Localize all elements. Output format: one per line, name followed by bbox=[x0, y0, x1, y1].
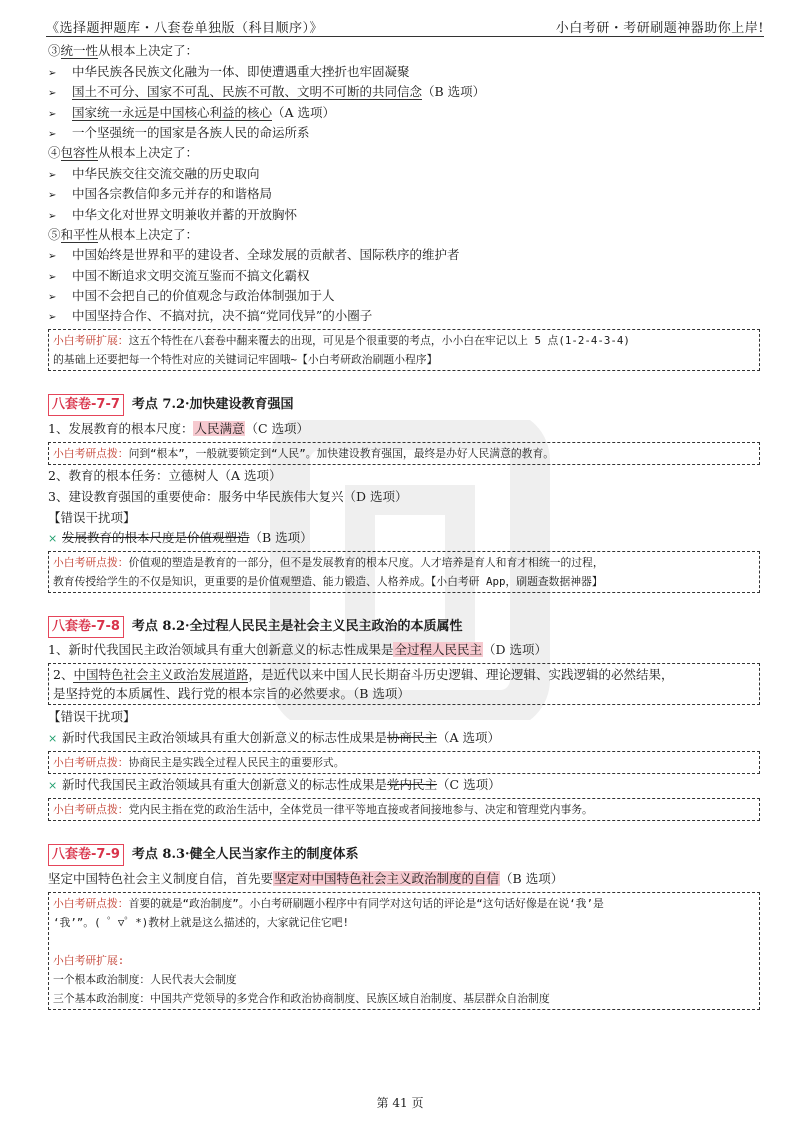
point-line: 1、新时代我国民主政治领域具有重大创新意义的标志性成果是全过程人民民主（D 选项） bbox=[48, 642, 547, 658]
header-left-title: 《选择题押题库・八套卷单独版（科目顺序）》 bbox=[46, 21, 324, 36]
section-heading bbox=[48, 615, 760, 639]
list-item: ➢ 国家统一永远是中国核心利益的核心（A 选项） bbox=[48, 104, 760, 122]
list-item: ➢ 中国始终是世界和平的建设者、全球发展的贡献者、国际秩序的维护者 bbox=[48, 246, 760, 264]
arrow-bullet-icon: ➢ bbox=[48, 169, 57, 181]
hint-note: 小白考研点拨：党内民主指在党的政治生活中，全体党员一律平等地直接或者间接地参与、决定和管理党内事务。 bbox=[48, 798, 760, 821]
wrong-option: × 发展教育的根本尺度是价值观塑造（B 选项） bbox=[48, 529, 760, 547]
content bbox=[48, 40, 760, 1010]
section-title: 考点 8.3·健全人民当家作主的制度体系 bbox=[131, 847, 359, 863]
wrong-options-title: 【错误干扰项】 bbox=[48, 509, 136, 525]
hint-note: 小白考研点拨：协商民主是实践全过程人民民主的重要形式。 bbox=[48, 751, 760, 774]
highlight: 人民满意 bbox=[194, 420, 245, 436]
extension-label: 小白考研扩展: bbox=[53, 953, 125, 967]
key-inclusiveness: 包容性 bbox=[60, 145, 99, 161]
section-heading bbox=[48, 843, 760, 867]
note-label: 小白考研扩展： bbox=[53, 334, 129, 348]
point-line: 1、发展教育的根本尺度：人民满意（C 选项） bbox=[48, 420, 310, 436]
arrow-bullet-icon: ➢ bbox=[48, 271, 57, 283]
note-label: 小白考研点拨： bbox=[53, 446, 129, 460]
note-label: 小白考研点拨： bbox=[53, 755, 129, 769]
highlight: 全过程人民民主 bbox=[394, 642, 482, 658]
arrow-bullet-icon: ➢ bbox=[48, 88, 57, 100]
list-item: ➢ 中国各宗教信仰多元并存的和谐格局 bbox=[48, 185, 760, 203]
arrow-bullet-icon: ➢ bbox=[48, 108, 57, 120]
hint-note: 小白考研点拨：问到“根本”，一般就要锁定到“人民”。加快建设教育强国，最终是办好人民满意的教育。 bbox=[48, 442, 760, 465]
section-title: 考点 8.2·全过程人民民主是社会主义民主政治的本质属性 bbox=[131, 619, 463, 635]
extension-note: 小白考研扩展：这五个特性在八套卷中翻来覆去的出现，可见是个很重要的考点，小小白在牢记以上 5 点(1-2-4-3-4) 的基础上还要把每一个特性对应的关键词记牢固哦~【小白考研政治刷题小程序】 bbox=[48, 329, 760, 371]
arrow-bullet-icon: ➢ bbox=[48, 190, 57, 202]
wrong-options-title: 【错误干扰项】 bbox=[48, 709, 136, 725]
list-item: ➢ 中国坚持合作、不搞对抗，决不搞“党同伐异”的小圈子 bbox=[48, 307, 760, 325]
list-item: ➢ 一个坚强统一的国家是各族人民的命运所系 bbox=[48, 124, 760, 142]
arrow-bullet-icon: ➢ bbox=[48, 292, 57, 304]
list-item: ➢ 中国不会把自己的价值观念与政治体制强加于人 bbox=[48, 287, 760, 305]
section-tag: 八套卷-7-7 bbox=[48, 394, 124, 416]
page-number: 第 41 页 bbox=[376, 1096, 424, 1110]
hint-note: 小白考研点拨：价值观的塑造是教育的一部分，但不是发展教育的根本尺度。人才培养是育人和育才相统一的过程， 教育传授给学生的不仅是知识，更重要的是价值观塑造、能力锻造、人格养成。【小白考研 App，刷题查数据神器】 bbox=[48, 551, 760, 593]
heading-inclusiveness: ④包容性从根本上决定了： bbox=[48, 145, 199, 161]
list-item: ➢ 中华民族各民族文化融为一体、即使遭遇重大挫折也牢固凝聚 bbox=[48, 63, 760, 81]
note-label: 小白考研点拨： bbox=[53, 803, 129, 817]
list-item: ➢ 国土不可分、国家不可乱、民族不可散、文明不可断的共同信念（B 选项） bbox=[48, 83, 760, 101]
key-unity: 统一性 bbox=[60, 43, 99, 59]
heading-peacefulness: ⑤和平性从根本上决定了： bbox=[48, 226, 199, 242]
page-header bbox=[46, 14, 764, 37]
arrow-bullet-icon: ➢ bbox=[48, 67, 57, 79]
note-label: 小白考研点拨： bbox=[53, 556, 129, 570]
list-item: ➢ 中国不断追求文明交流互鉴而不搞文化霸权 bbox=[48, 267, 760, 285]
wrong-option: × 新时代我国民主政治领域具有重大创新意义的标志性成果是协商民主（A 选项） bbox=[48, 729, 760, 747]
header-right-slogan: 小白考研・考研刷题神器助你上岸! bbox=[555, 21, 764, 36]
note-label: 小白考研点拨： bbox=[53, 896, 129, 910]
key-peacefulness: 和平性 bbox=[60, 226, 99, 242]
point-line: 坚定中国特色社会主义制度自信，首先要坚定对中国特色社会主义政治制度的自信（B 选项） bbox=[48, 870, 564, 886]
boxed-point: 2、中国特色社会主义政治发展道路，是近代以来中国人民长期奋斗历史逻辑、理论逻辑、实践逻辑的必然结果， 是坚持党的本质属性、践行党的根本宗旨的必然要求。（B 选项） bbox=[48, 663, 760, 705]
point-line: 3、建设教育强国的重要使命：服务中华民族伟大复兴（D 选项） bbox=[48, 488, 408, 504]
hint-note: 小白考研点拨：首要的就是“政治制度”。小白考研刷题小程序中有同学对这句话的评论是“这句话好像是在说‘我’是 ‘我’”。( ゜▽゜*)教材上就是这么描述的，大家就记住它吧! 小白考研扩展: 一个根本政治制度：人民代表大会制度 三个基本政治制度：中国共产党领导的多党合作和政治协商制度、民族区域自治制度、基层群众自治制度 bbox=[48, 892, 760, 1010]
x-mark-icon: × bbox=[48, 731, 58, 745]
arrow-bullet-icon: ➢ bbox=[48, 128, 57, 140]
arrow-bullet-icon: ➢ bbox=[48, 312, 57, 324]
point-line: 2、教育的根本任务：立德树人（A 选项） bbox=[48, 468, 282, 484]
arrow-bullet-icon: ➢ bbox=[48, 251, 57, 263]
arrow-bullet-icon: ➢ bbox=[48, 210, 57, 222]
section-title: 考点 7.2·加快建设教育强国 bbox=[131, 397, 294, 413]
x-mark-icon: × bbox=[48, 779, 58, 793]
x-mark-icon: × bbox=[48, 532, 58, 546]
section-heading bbox=[48, 393, 760, 417]
wrong-option: × 新时代我国民主政治领域具有重大创新意义的标志性成果是党内民主（C 选项） bbox=[48, 776, 760, 794]
list-item: ➢ 中华民族交往交流交融的历史取向 bbox=[48, 165, 760, 183]
list-item: ➢ 中华文化对世界文明兼收并蓄的开放胸怀 bbox=[48, 206, 760, 224]
highlight: 坚定对中国特色社会主义政治制度的自信 bbox=[274, 870, 500, 886]
section-tag: 八套卷-7-8 bbox=[48, 616, 124, 638]
section-tag: 八套卷-7-9 bbox=[48, 844, 124, 866]
heading-unity: ③统一性从根本上决定了： bbox=[48, 43, 199, 59]
